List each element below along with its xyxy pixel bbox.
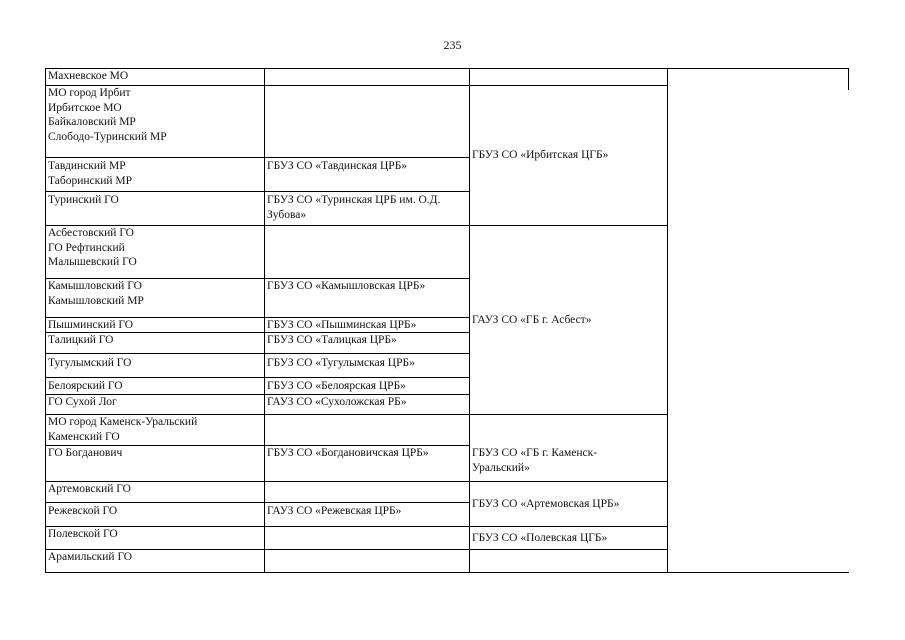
hospital-cell: ГБУЗ СО «Камышловская ЦРБ» [267,280,426,292]
center-cell [470,86,667,225]
hospital-cell [265,226,469,278]
center-cell [470,446,630,481]
hospital-cell [265,69,469,85]
center-text: ГБУЗ СО «Полевская ЦГБ» [472,531,608,544]
hospital-cell: ГБУЗ СО «Тугулымская ЦРБ» [267,357,415,369]
municipality-cell: Полевской ГО [48,528,118,540]
municipality-cell: ГО Богданович [48,447,123,459]
center-cell [470,415,667,445]
center-cell [470,69,667,85]
municipality-cell: Арамильский ГО [48,551,133,563]
hospital-cell: ГАУЗ СО «Сухоложская РБ» [267,396,407,408]
municipality-cell: МО город Ирбит Ирбитское МО Байкаловский МР Слободо-Туринский МР [48,87,167,143]
center-text: ГБУЗ СО «Артемовская ЦРБ» [472,497,620,510]
municipality-cell: Талицкий ГО [48,334,114,346]
municipality-cell: Артемовский ГО [48,483,131,495]
municipality-cell: МО город Каменск-Уральский Каменский ГО [48,416,198,443]
municipality-cell: Махневское МО [48,70,129,82]
center-text: ГБУЗ СО «ГБ г. Каменск-Уральский» [472,447,598,474]
center-cell [470,482,667,526]
hospital-cell: ГБУЗ СО «Туринская ЦРБ им. О.Д. Зубова» [267,194,441,221]
hospital-cell: ГБУЗ СО «Богдановичская ЦРБ» [267,447,429,459]
municipality-cell: Тавдинский МР Таборинский МР [48,160,132,187]
page-number: 235 [443,38,462,52]
municipality-cell: Туринский ГО [48,194,119,206]
municipality-cell: Белоярский ГО [48,380,123,392]
hospital-cell: ГБУЗ СО «Тавдинская ЦРБ» [267,160,408,172]
center-cell [470,550,667,572]
municipality-cell: Тугулымский ГО [48,357,132,369]
hospital-cell [265,527,469,549]
center-cell [470,527,667,549]
hospital-cell [265,415,469,445]
municipality-cell: Режевской ГО [48,505,118,517]
municipality-cell: Камышловский ГО Камышловский МР [48,280,144,307]
municipality-cell: Пышминский ГО [48,319,134,331]
municipality-cell: ГО Сухой Лог [48,396,117,408]
center-cell [470,226,667,414]
hospital-cell: ГАУЗ СО «Режевская ЦРБ» [267,505,402,517]
hospital-cell [265,550,469,572]
center-text: ГБУЗ СО «Ирбитская ЦГБ» [472,149,609,162]
hospital-cell [265,482,469,502]
center-text: ГАУЗ СО «ГБ г. Асбест» [472,313,592,326]
hospital-cell [265,86,469,157]
regional-hospital-table [45,68,849,573]
municipality-cell: Асбестовский ГО ГО Рефтинский Малышевский ГО [48,227,137,268]
hospital-cell: ГБУЗ СО «Белоярская ЦРБ» [267,380,406,392]
hospital-cell: ГБУЗ СО «Талицкая ЦРБ» [267,334,397,346]
empty-column-cell [668,69,848,572]
hospital-cell: ГБУЗ СО «Пышминская ЦРБ» [267,319,417,331]
